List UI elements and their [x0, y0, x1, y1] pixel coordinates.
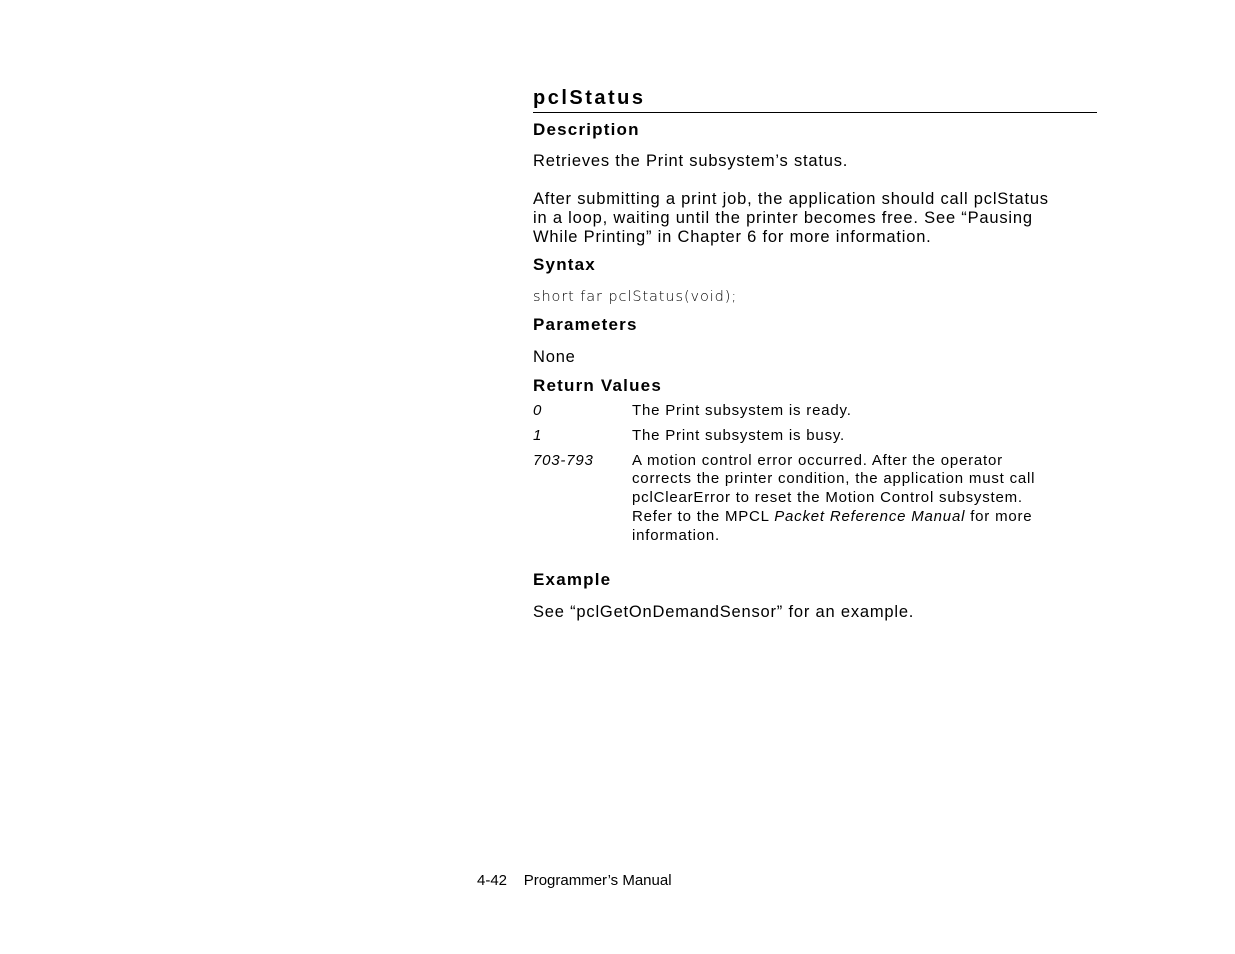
return-value-code: 703-793 — [533, 451, 594, 469]
description-line: While Printing” in Chapter 6 for more information. — [533, 228, 932, 246]
return-value-code: 1 — [533, 426, 543, 444]
document-content — [533, 86, 1097, 622]
return-value-code: 0 — [533, 402, 543, 419]
parameters-heading: Parameters — [533, 315, 638, 334]
description-detail — [533, 190, 1097, 247]
reference-suffix: for more — [965, 507, 1033, 525]
description-summary: Retrieves the Print subsystem’s status. — [533, 152, 849, 170]
return-values-table — [533, 402, 1097, 546]
page-number: 4-42 — [477, 872, 508, 889]
return-value-row — [533, 427, 1097, 446]
reference-prefix: Refer to the MPCL — [632, 507, 775, 525]
page-footer — [477, 872, 672, 890]
return-values-heading: Return Values — [533, 376, 662, 395]
manual-title: Programmer’s Manual — [523, 872, 672, 889]
description-line: in a loop, waiting until the printer becomes free. See “Pausing — [533, 209, 1033, 227]
description-line: After submitting a print job, the application should call pclStatus — [533, 190, 1049, 208]
description-heading: Description — [533, 120, 640, 139]
syntax-code: short far pclStatus(void); — [533, 289, 738, 305]
parameters-value: None — [533, 348, 576, 366]
syntax-heading: Syntax — [533, 255, 596, 274]
return-value-row — [533, 402, 1097, 421]
return-value-line: corrects the printer condition, the application must call — [632, 470, 1036, 488]
return-value-line: A motion control error occurred. After the operator — [632, 451, 1003, 469]
return-value-line — [632, 508, 1097, 527]
return-value-description: The Print subsystem is ready. — [632, 402, 852, 419]
return-value-row — [533, 452, 1097, 546]
reference-manual-title: Packet Reference Manual — [774, 507, 966, 525]
page-title: pclStatus — [533, 86, 1097, 113]
return-value-description — [632, 452, 1097, 546]
return-value-description: The Print subsystem is busy. — [632, 426, 846, 444]
example-heading: Example — [533, 569, 612, 589]
return-value-line: information. — [632, 526, 720, 544]
return-value-line: pclClearError to reset the Motion Control subsystem. — [632, 489, 1023, 507]
example-text: See “pclGetOnDemandSensor” for an example. — [533, 602, 915, 621]
